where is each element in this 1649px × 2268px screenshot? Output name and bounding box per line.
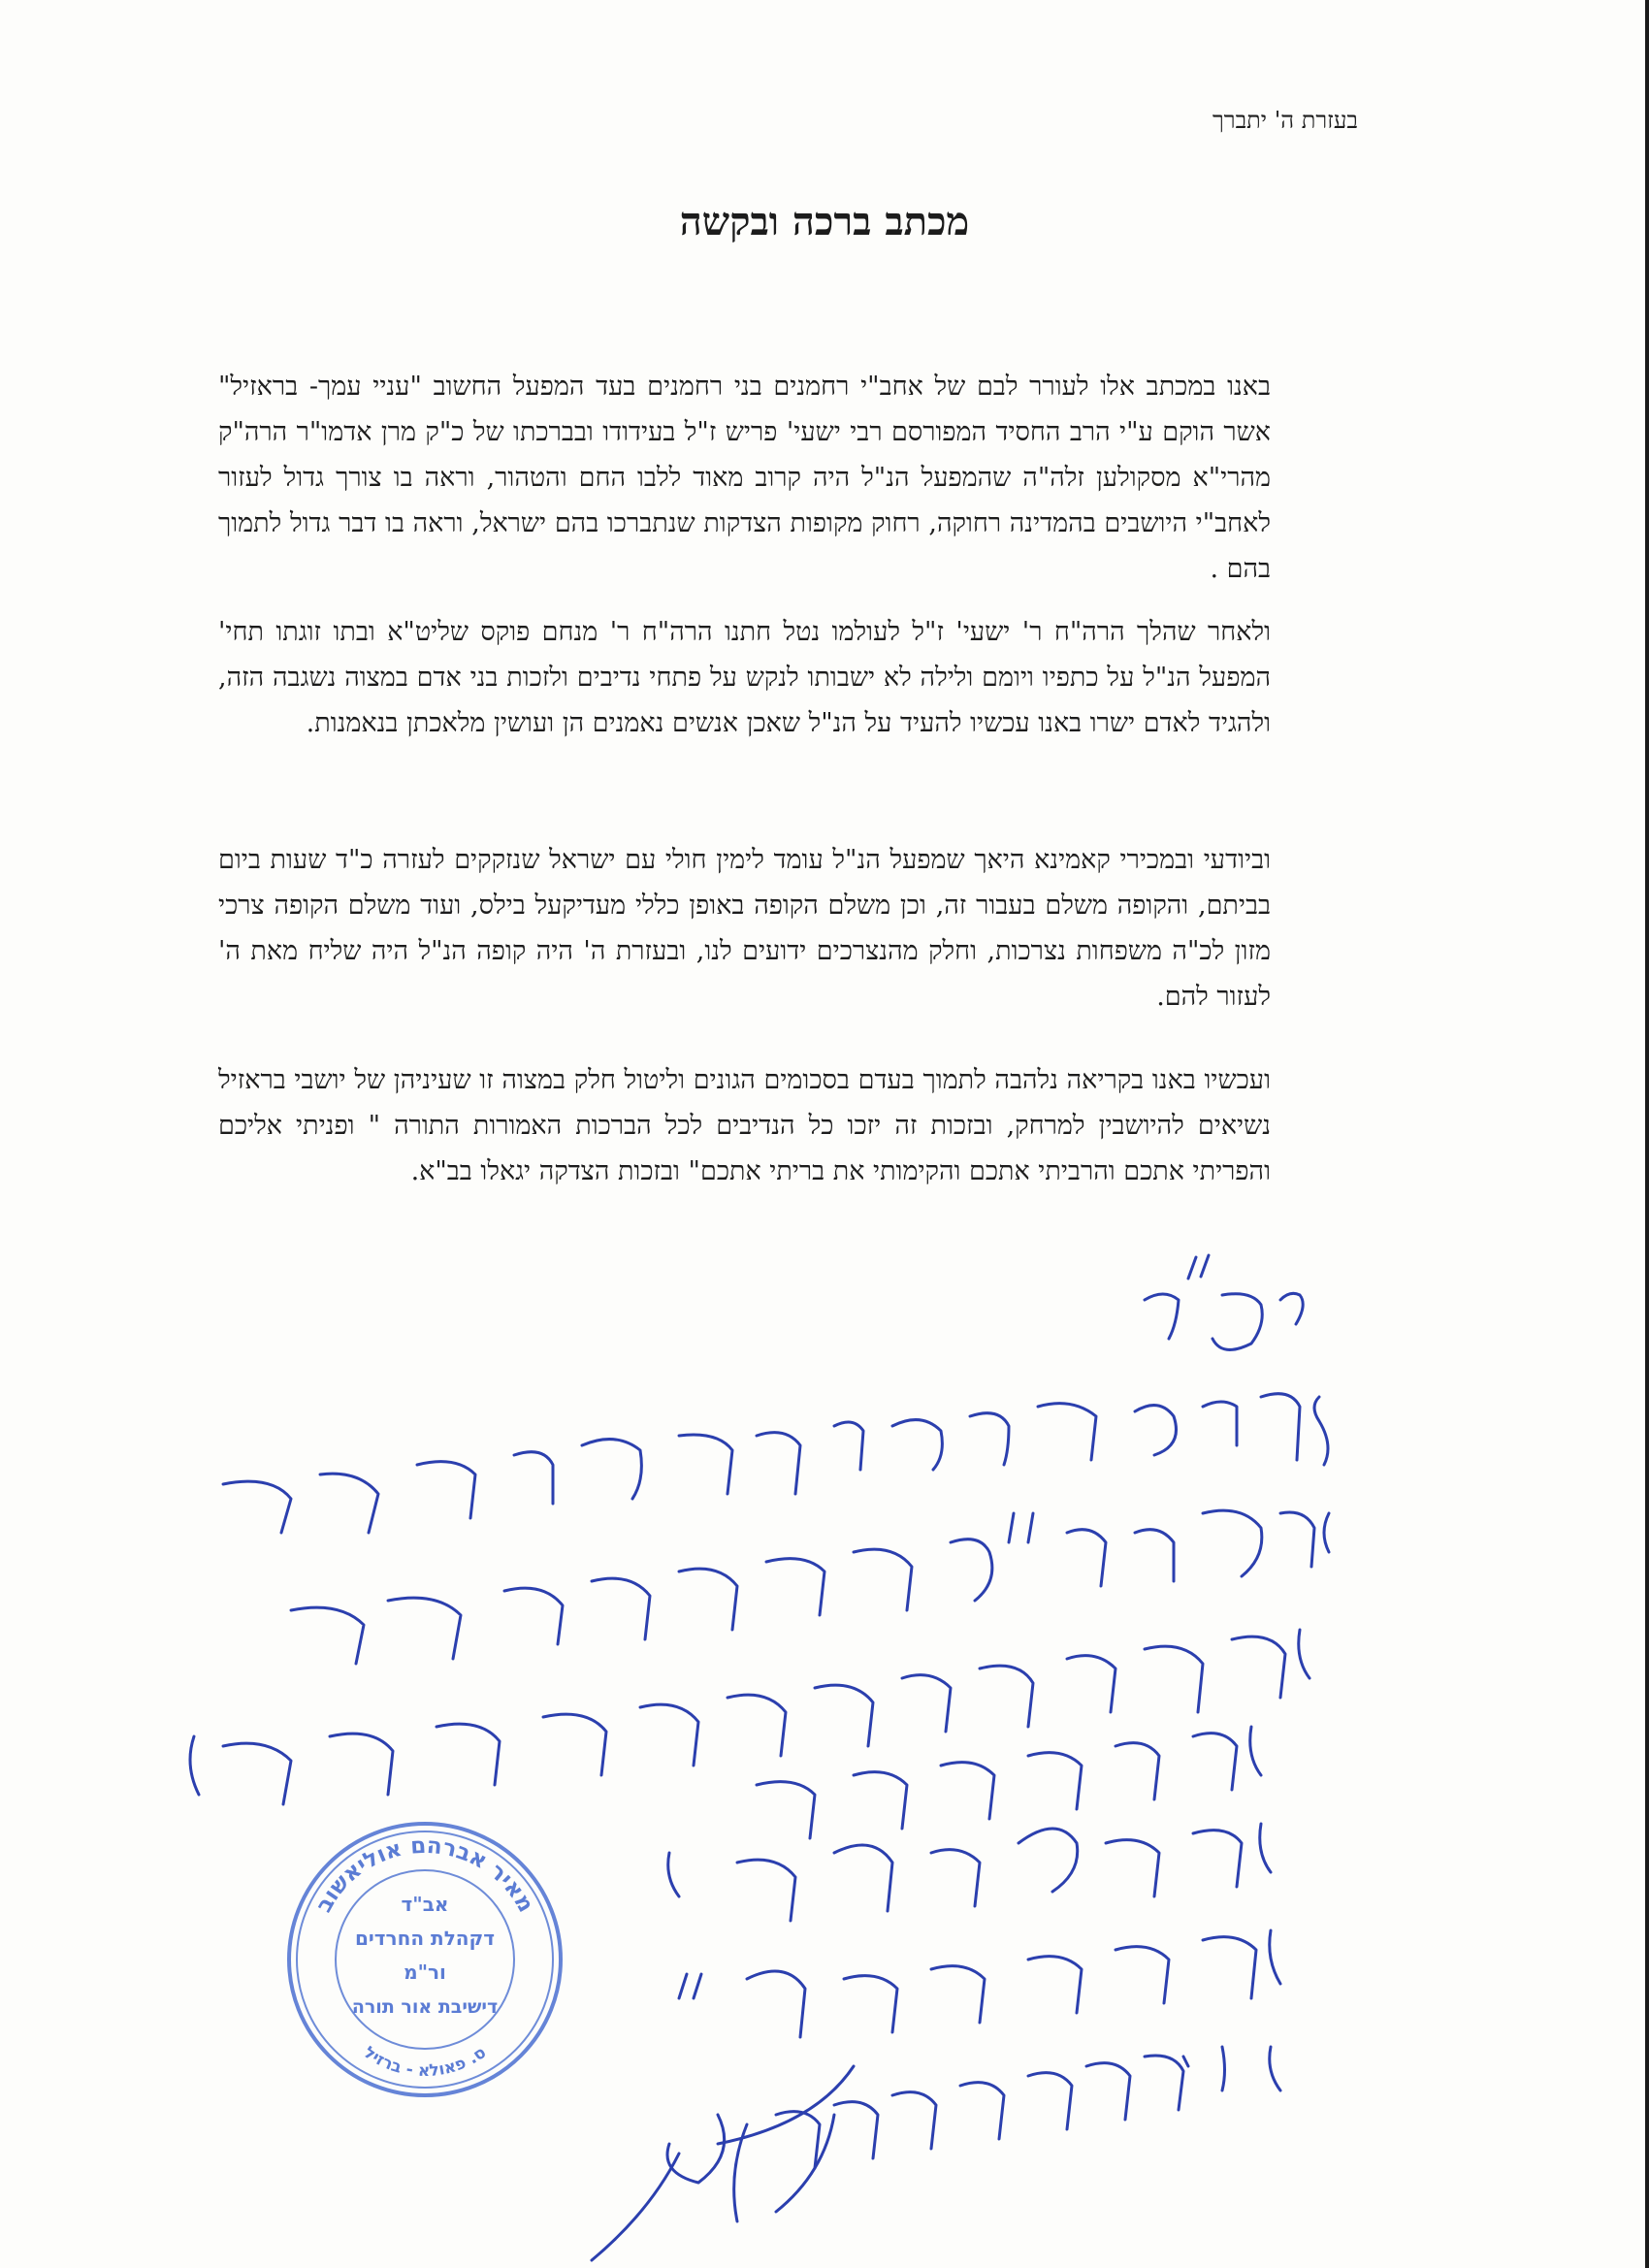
stamp-outer-text: מאיר אברהם אוליאשוב	[310, 1832, 539, 1917]
hw-line-1	[1145, 1255, 1303, 1349]
letter-title: מכתב ברכה ובקשה	[679, 199, 970, 244]
hw-line-5	[757, 1727, 1261, 1838]
paragraph: ולאחר שהלך הרה"ח ר' ישעי' ז"ל לעולמו נטל חתנו הרה"ח ר' מנחם פוקס שליט"א ובתו זוגתו תחי' המפעל הנ"ל על כתפיו ויומם ולילה לא ישבותו לנקש על פתחי נדיבים ולזכות בני אדם במצוה נשגבה הזה, ולהגיד לאדם ישרו באנו עכשיו להעיד על הנ"ל שאכן אנשים נאמנים הן ועושין מלאכתן בנאמנות.	[218, 617, 1271, 738]
hw-line-3	[291, 1510, 1329, 1664]
paragraph: ועכשיו באנו בקריאה נלהבה לתמוך בעדם בסכומים הגונים וליטול חלק במצוה זו שעיניהן של יושבי בראזיל נשיאים להיושבין למרחק, ובזכות זה יזכו כל הנדיבים לכל הברכות האמורות התורה " ופניתי אליכם והפריתי אתכם והרביתי אתכם והקימותי את בריתי אתכם" ובזכות הצדקה יגאלו בב"א.	[218, 1065, 1271, 1186]
paragraph: באנו במכתב אלו לעורר לבם של אחב"י רחמנים בני רחמנים בעד המפעל החשוב "עניי עמך- בראזיל" אשר הוקם ע"י הרב החסיד המפורסם רבי ישעי' פריש ז"ל בעידודו ובברכתו של כ"ק מרן אדמו"ר הרה"ק מהרי"א מסקולען זלה"ה שהמפעל הנ"ל היה קרוב מאוד ללבו החם והטהור, וראה בו צורך גדול לעזור לאחב"י היושבים בהמדינה רחוקה, רחוק מקופות הצדקות שנתברכו בהם ישראל, וראה בו דבר גדול לתמוך בהם .	[218, 372, 1271, 584]
hw-line-7	[679, 1930, 1280, 2037]
stamp-line: אב"ד	[401, 1893, 449, 1916]
rabbi-stamp	[279, 1814, 570, 2105]
stamp-line: דקהלת החרדים	[354, 1927, 496, 1950]
hw-line-6	[668, 1824, 1271, 1921]
stamp-line: דישיבת אור תורה	[351, 1996, 499, 2018]
paragraph: וביודעי ובמכירי קאמינא היאך שמפעל הנ"ל עומד לימין חולי עם ישראל שנזקקים לעזרה כ"ד שעות ביום בביתם, והקופה משלם בעבור זה, וכן משלם הקופה באופן כללי מעדיקעל בילס, ועוד משלם הקופה צרכי מזון לכ"ה משפחות נצרכות, וחלק מהנצרכים ידועים לנו, ובעזרת ה' היה קופה הנ"ל היה שליח מאת ה' לעזור להם.	[218, 845, 1271, 1012]
hw-line-2	[223, 1394, 1328, 1533]
hw-line-8	[592, 2047, 1280, 2260]
stamp-line: ור"מ	[404, 1960, 446, 1984]
stamp-bottom-text: ס. פאולא - ברזיל	[360, 2042, 490, 2082]
header-note: בעזרת ה' יתברך	[1212, 107, 1358, 134]
signature-flourish	[718, 2066, 854, 2221]
